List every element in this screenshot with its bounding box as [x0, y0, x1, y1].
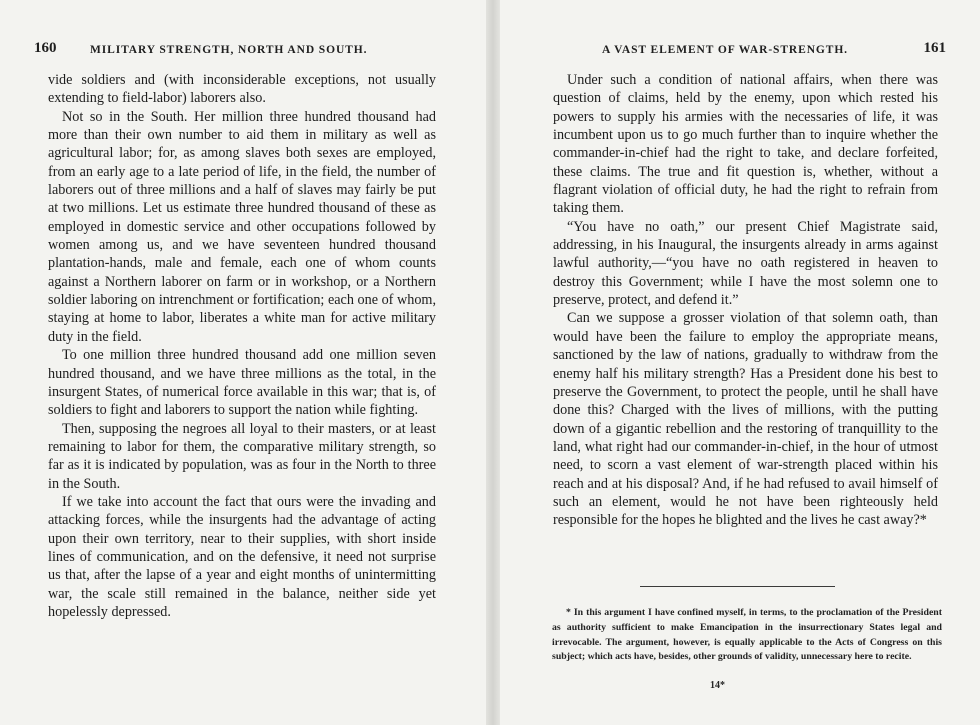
right-running-head — [552, 38, 972, 62]
paragraph: Under such a condition of national affairs, when there was question of claims, held by the enemy, upon which rested his powers to supply his armies with the necessaries of life, it was incumbent upon us to go much further than to inquire whether the commander-in-chief had the right to take, and declare forfeited, these claims. The true and fit question is, whether, without a flagrant violation of official duty, he had the right to refrain from taking them. — [553, 72, 938, 217]
paragraph: If we take into account the fact that ours were the invading and attacking forces, while the insurgents had the advantage of acting upon their own territory, near to their supplies, with short inside lines of communication, and on the defensive, it need not surprise us that, after the lapse of a year and eight months of unintermitting war, the scale still remained in the balance, neither side yet hopelessly depressed. — [48, 493, 436, 620]
left-page-number: 160 — [34, 40, 57, 56]
paragraph: Then, supposing the negroes all loyal to their masters, or at least remaining to labor for them, the comparative military strength, so far as it is indicated by population, was as four in the North to three in the South. — [48, 420, 436, 492]
right-page-number: 161 — [923, 40, 946, 56]
right-page — [500, 0, 980, 725]
footnote — [552, 606, 942, 665]
left-text-column — [48, 71, 436, 621]
paragraph: To one million three hundred thousand add one million seven hundred thousand, and we have three millions as the total, in the insurgent States, of numerical force available in this war; that is, of soldiers to fight and laborers to support the nation while fighting. — [48, 347, 436, 419]
right-text-column — [553, 71, 938, 530]
book-gutter — [486, 0, 500, 725]
left-page — [0, 0, 486, 725]
paragraph: Can we suppose a grosser violation of that solemn oath, than would have been the failure to employ the appropriate means, sanctioned by the law of nations, gradually to withdraw from the enemy half his military strength? Has a President done his best to preserve the Government, to protect the people, until he shall have done this? Charged with the lives of millions, with the putting down of a gigantic rebellion and the restoring of tranquillity to the land, what right had our commander-in-chief, in the hour of utmost need, to scorn a vast element of war-strength placed within his reach and at his disposal? And, if he had refused to avail himself of such an element, would he not have been righteously held responsible for the hopes he blighted and the lives he cast away?* — [553, 310, 938, 529]
footnote-divider — [640, 586, 835, 587]
paragraph: vide soldiers and (with inconsiderable exceptions, not usually extending to field-labor) laborers also. — [48, 72, 436, 107]
signature-mark: 14* — [710, 680, 725, 691]
paragraph: Not so in the South. Her million three hundred thousand had more than their own number to aid them in military as well as agricultural labor; for, as among slaves both sexes are employed, from an early age to a late period of life, in the field, the number of laborers out of three millions and a half of slaves may fairly be put at two millions. Let us estimate three hundred thousand of these as employed in domestic service and other occupations followed by women among us, and we have seventeen hundred thousand plantation-hands, male and female, each one of whom counts against a Northern laborer on farm or in workshop, or a Northern soldier laboring on intrenchment or fortification; each one of whom, staying at home to labor, liberates a white man for active military duty in the field. — [48, 108, 436, 345]
right-running-title: A VAST ELEMENT OF WAR-STRENGTH. — [602, 44, 848, 56]
left-running-title: MILITARY STRENGTH, NORTH AND SOUTH. — [90, 44, 368, 56]
left-running-head — [34, 38, 434, 62]
footnote-text: * In this argument I have confined myself, in terms, to the proclamation of the President as authority sufficient to make Emancipation in the insurrectionary States legal and irrevocable. The argument, however, is equally applicable to the Acts of Congress on this subject; which acts have, besides, other grounds of validity, unnecessary here to recite. — [552, 607, 942, 663]
paragraph: “You have no oath,” our present Chief Magistrate said, addressing, in his Inaugural, the insurgents already in arms against lawful authority,—“you have no oath registered in heaven to destroy this Government; while I have the most solemn one to preserve, protect, and defend it.” — [553, 218, 938, 309]
